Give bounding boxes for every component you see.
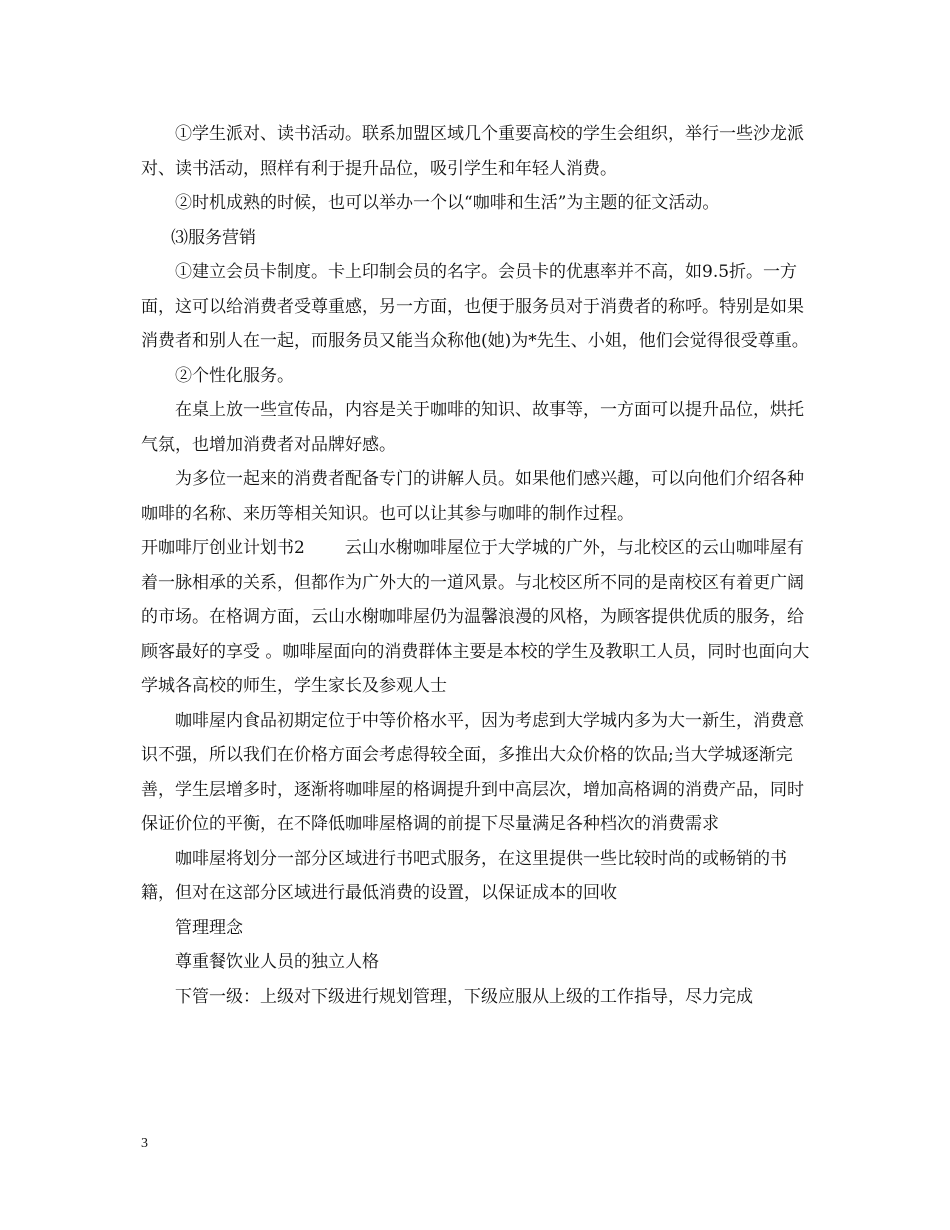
heading-management-concept: 管理理念 [175, 917, 243, 938]
paragraph-respect-staff: 尊重餐饮业人员的独立人格 [175, 952, 379, 972]
document-body [141, 117, 816, 1014]
paragraph-section-2 [141, 531, 816, 704]
heading-service-marketing: ⑶服务营销 [171, 227, 256, 248]
paragraph-manage-one-level: 下管一级：上级对下级进行规划管理，下级应服从上级的工作指导，尽力完成 [175, 986, 753, 1007]
paragraph-book-bar: 咖啡屋将划分一部分区域进行书吧式服务，在这里提供一些比较时尚的或畅销的书籍，但对在这部分区域进行最低消费的设置，以保证成本的回收 [141, 848, 787, 903]
section-heading: 开咖啡厅创业计划书2 [141, 538, 305, 558]
paragraph-student-events: ①学生派对、读书活动。联系加盟区域几个重要高校的学生会组织，举行一些沙龙派对、读书活动，照样有利于提升品位，吸引学生和年轻人消费。 [141, 124, 804, 179]
paragraph-promo-materials: 在桌上放一些宣传品，内容是关于咖啡的知识、故事等，一方面可以提升品位，烘托气氛，也增加消费者对品牌好感。 [141, 400, 804, 455]
paragraph-personalized-service: ②个性化服务。 [175, 365, 294, 386]
paragraph-guide-staff: 为多位一起来的消费者配备专门的讲解人员。如果他们感兴趣，可以向他们介绍各种咖啡的名称、来历等相关知识。也可以让其参与咖啡的制作过程。 [141, 469, 804, 524]
page-number: 3 [141, 1136, 148, 1151]
section-intro-text: 云山水榭咖啡屋位于大学城的广外，与北校区的云山咖啡屋有着一脉相承的关系，但都作为广外大的一道风景。与北校区所不同的是南校区有着更广阔的市场。在格调方面，云山水榭咖啡屋仍为温馨浪漫的风格，为顾客提供优质的服务，给顾客最好的享受 。咖啡屋面向的消费群体主要是本校的学生及教职工人员，同时也面向大学城各高校的师生，学生家长及参观人士 [141, 538, 810, 696]
paragraph-pricing: 咖啡屋内食品初期定位于中等价格水平，因为考虑到大学城内多为大一新生，消费意识不强，所以我们在价格方面会考虑得较全面，多推出大众价格的饮品;当大学城逐渐完善，学生层增多时，逐渐将咖啡屋的格调提升到中高层次，增加高格调的消费产品，同时保证价位的平衡，在不降低咖啡屋格调的前提下尽量满足各种档次的消费需求 [141, 710, 804, 834]
paragraph-essay-contest: ②时机成熟的时候，也可以举办一个以“咖啡和生活”为主题的征文活动。 [175, 193, 720, 213]
paragraph-membership-card: ①建立会员卡制度。卡上印制会员的名字。会员卡的优惠率并不高，如9.5折。一方面，这可以给消费者受尊重感，另一方面，也便于服务员对于消费者的称呼。特别是如果消费者和别人在一起，而服务员又能当众称他(她)为*先生、小姐，他们会觉得很受尊重。 [141, 262, 809, 351]
